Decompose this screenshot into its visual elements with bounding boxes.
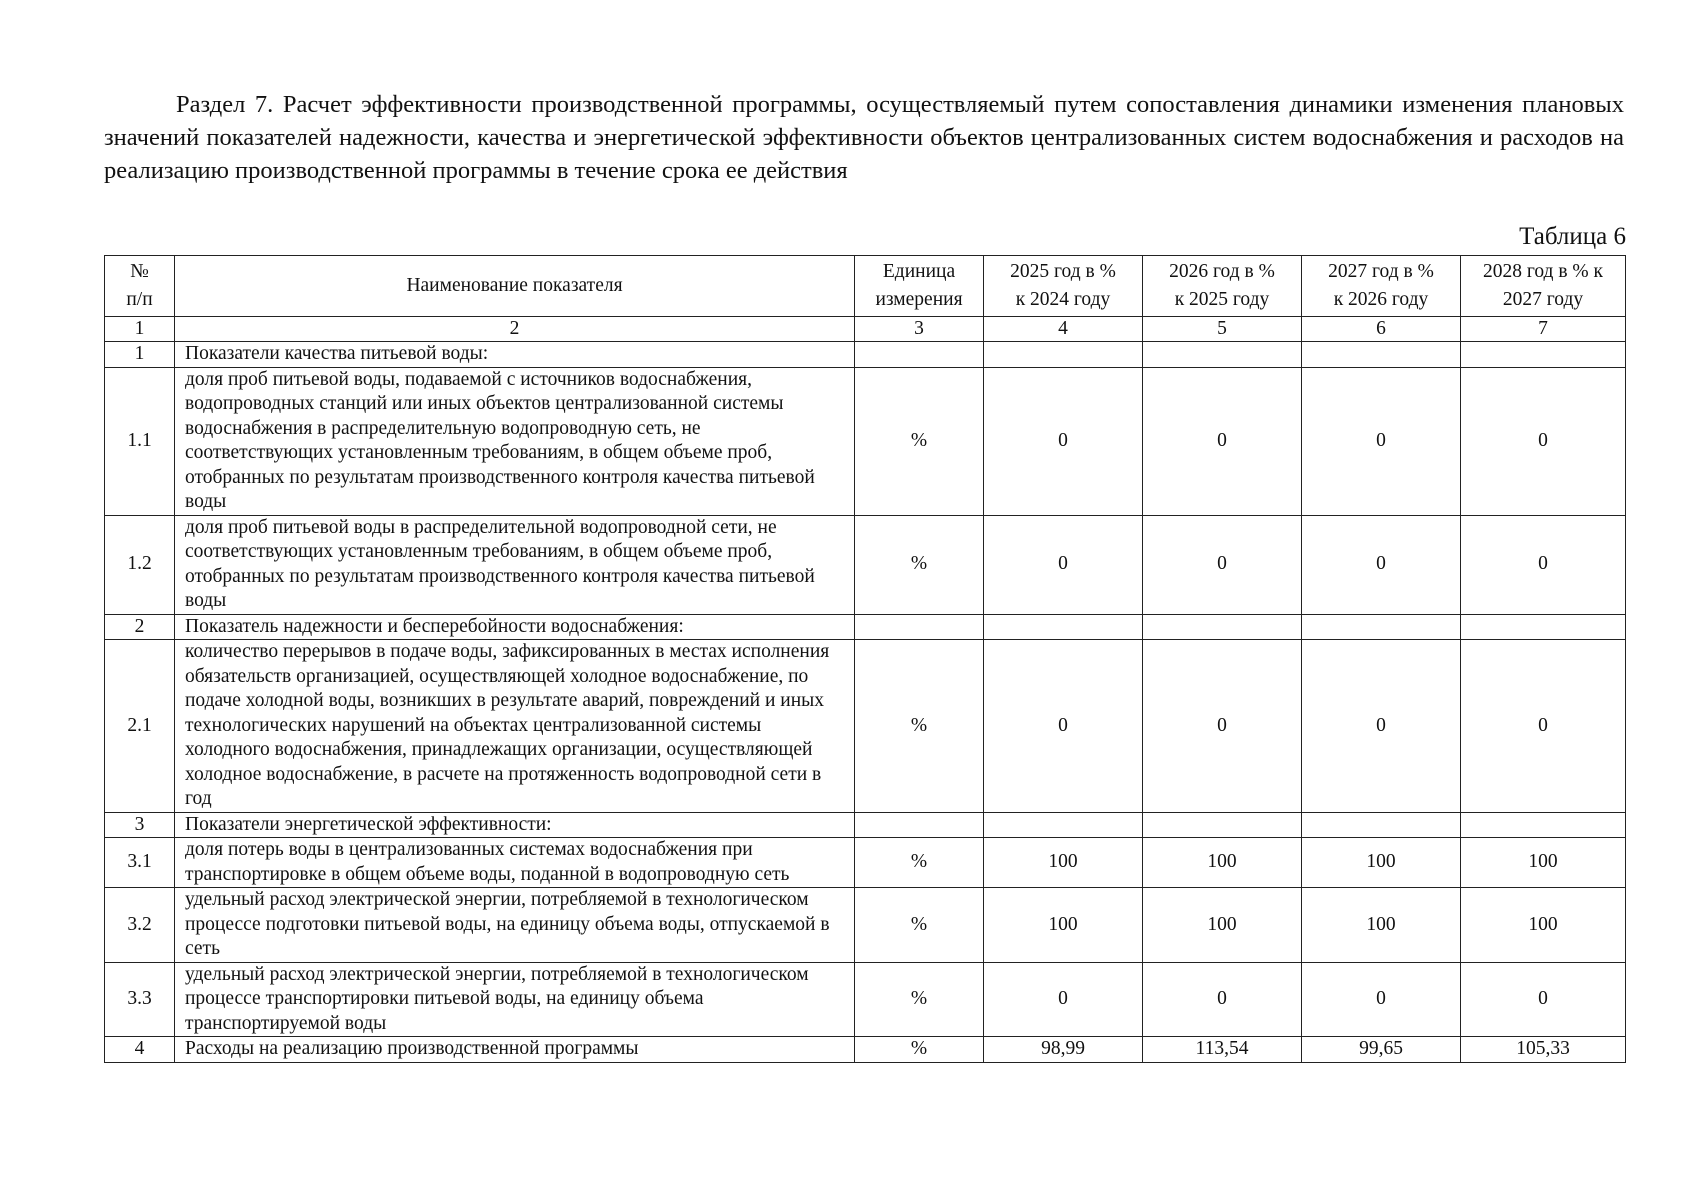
row-number-cell: 1 <box>105 342 175 368</box>
unit-cell: % <box>855 1037 984 1063</box>
indicator-name-cell: Расходы на реализацию производственной программы <box>175 1037 855 1063</box>
value-2025-cell: 100 <box>984 888 1143 963</box>
header-2028 <box>1461 256 1626 317</box>
value-2026-cell: 113,54 <box>1143 1037 1302 1063</box>
indicator-name-cell: Показатели качества питьевой воды: <box>175 342 855 368</box>
table-row <box>105 838 1626 888</box>
table-header-row <box>105 256 1626 317</box>
row-number-cell: 2.1 <box>105 640 175 813</box>
row-number-cell: 1.1 <box>105 367 175 515</box>
table-row <box>105 888 1626 963</box>
indicator-name-cell: количество перерывов в подаче воды, зафиксированных в местах исполнения обязательств организацией, осуществляющей холодное водоснабжение, по подаче холодной воды, возникших в результате аварий, повреждений и иных технологических нарушений на объектах централизованной системы холодного водоснабжения, принадлежащих организации, осуществляющей холодное водоснабжение, в расчете на протяженность водопроводной сети в год <box>175 640 855 813</box>
value-2028-cell <box>1461 812 1626 838</box>
value-2026-cell: 0 <box>1143 367 1302 515</box>
column-number-cell: 7 <box>1461 317 1626 342</box>
unit-cell: % <box>855 367 984 515</box>
row-number-cell: 4 <box>105 1037 175 1063</box>
value-2026-cell: 0 <box>1143 640 1302 813</box>
table-row <box>105 812 1626 838</box>
indicator-name-cell: доля потерь воды в централизованных системах водоснабжения при транспортировке в общем объеме воды, поданной в водопроводную сеть <box>175 838 855 888</box>
table-row <box>105 640 1626 813</box>
value-2026-cell: 0 <box>1143 962 1302 1037</box>
value-2028-cell: 0 <box>1461 962 1626 1037</box>
indicator-name-cell: Показатели энергетической эффективности: <box>175 812 855 838</box>
row-number-cell: 3.2 <box>105 888 175 963</box>
column-number-cell: 1 <box>105 317 175 342</box>
section-title: Раздел 7. Расчет эффективности производственной программы, осуществляемый путем сопоставления динамики изменения плановых значений показателей надежности, качества и энергетической эффективности объектов централизованных систем водоснабжения и расходов на реализацию производственной программы в течение срока ее действия <box>104 91 1624 184</box>
value-2028-cell: 0 <box>1461 367 1626 515</box>
value-2027-cell <box>1302 812 1461 838</box>
value-2028-cell <box>1461 614 1626 640</box>
header-2027 <box>1302 256 1461 317</box>
table-row <box>105 614 1626 640</box>
column-number-cell: 4 <box>984 317 1143 342</box>
value-2027-cell: 99,65 <box>1302 1037 1461 1063</box>
indicator-name-cell: удельный расход электрической энергии, потребляемой в технологическом процессе транспортировки питьевой воды, на единицу объема транспортируемой воды <box>175 962 855 1037</box>
value-2027-cell <box>1302 342 1461 368</box>
column-number-cell: 6 <box>1302 317 1461 342</box>
table-row <box>105 962 1626 1037</box>
header-2026 <box>1143 256 1302 317</box>
indicator-name-cell: удельный расход электрической энергии, потребляемой в технологическом процессе подготовки питьевой воды, на единицу объема воды, отпускаемой в сеть <box>175 888 855 963</box>
header-num <box>105 256 175 317</box>
row-number-cell: 2 <box>105 614 175 640</box>
value-2026-cell: 100 <box>1143 838 1302 888</box>
value-2028-cell: 0 <box>1461 640 1626 813</box>
row-number-cell: 1.2 <box>105 515 175 614</box>
table-label: Таблица 6 <box>1519 223 1626 250</box>
unit-cell <box>855 342 984 368</box>
unit-cell: % <box>855 640 984 813</box>
row-number-cell: 3 <box>105 812 175 838</box>
value-2026-cell: 0 <box>1143 515 1302 614</box>
header-unit-line2: измерения <box>875 289 963 310</box>
header-2028-line2: 2027 году <box>1502 289 1584 310</box>
value-2025-cell <box>984 812 1143 838</box>
value-2025-cell <box>984 614 1143 640</box>
value-2028-cell <box>1461 342 1626 368</box>
value-2025-cell: 0 <box>984 367 1143 515</box>
value-2025-cell: 100 <box>984 838 1143 888</box>
value-2027-cell <box>1302 614 1461 640</box>
unit-cell: % <box>855 515 984 614</box>
table-row <box>105 342 1626 368</box>
value-2027-cell: 0 <box>1302 515 1461 614</box>
unit-cell <box>855 614 984 640</box>
header-unit <box>855 256 984 317</box>
unit-cell: % <box>855 962 984 1037</box>
indicator-name-cell: Показатель надежности и бесперебойности водоснабжения: <box>175 614 855 640</box>
unit-cell: % <box>855 888 984 963</box>
row-number-cell: 3.3 <box>105 962 175 1037</box>
table-row <box>105 1037 1626 1063</box>
header-2028-line1: 2028 год в % к <box>1482 261 1604 282</box>
value-2028-cell: 105,33 <box>1461 1037 1626 1063</box>
column-number-cell: 3 <box>855 317 984 342</box>
header-indicator-name <box>175 256 855 317</box>
value-2028-cell: 0 <box>1461 515 1626 614</box>
value-2027-cell: 0 <box>1302 640 1461 813</box>
header-num-line2: п/п <box>126 289 153 310</box>
column-number-row <box>105 317 1626 342</box>
value-2027-cell: 0 <box>1302 962 1461 1037</box>
header-2026-line1: 2026 год в % <box>1169 261 1275 282</box>
row-number-cell: 3.1 <box>105 838 175 888</box>
indicator-name-cell: доля проб питьевой воды в распределительной водопроводной сети, не соответствующих установленным требованиям, в общем объеме проб, отобранных по результатам производственного контроля качества питьевой воды <box>175 515 855 614</box>
header-2025 <box>984 256 1143 317</box>
column-number-cell: 5 <box>1143 317 1302 342</box>
header-unit-line1: Единица <box>882 261 956 282</box>
value-2028-cell: 100 <box>1461 888 1626 963</box>
header-2027-line2: к 2026 году <box>1333 289 1429 310</box>
value-2026-cell <box>1143 812 1302 838</box>
value-2025-cell: 0 <box>984 640 1143 813</box>
header-indicator-name-line1: Наименование показателя <box>406 275 623 296</box>
value-2025-cell <box>984 342 1143 368</box>
value-2025-cell: 0 <box>984 515 1143 614</box>
header-2025-line1: 2025 год в % <box>1010 261 1116 282</box>
value-2026-cell <box>1143 342 1302 368</box>
indicator-name-cell: доля проб питьевой воды, подаваемой с источников водоснабжения, водопроводных станций или иных объектов централизованной системы водоснабжения в распределительную водопроводную сеть, не соответствующих установленным требованиям, в общем объеме проб, отобранных по результатам производственного контроля качества питьевой воды <box>175 367 855 515</box>
indicators-table <box>104 255 1626 1063</box>
table-row <box>105 367 1626 515</box>
unit-cell <box>855 812 984 838</box>
unit-cell: % <box>855 838 984 888</box>
value-2026-cell: 100 <box>1143 888 1302 963</box>
value-2027-cell: 100 <box>1302 838 1461 888</box>
header-2027-line1: 2027 год в % <box>1328 261 1434 282</box>
value-2027-cell: 0 <box>1302 367 1461 515</box>
value-2025-cell: 0 <box>984 962 1143 1037</box>
column-number-cell: 2 <box>175 317 855 342</box>
value-2025-cell: 98,99 <box>984 1037 1143 1063</box>
value-2028-cell: 100 <box>1461 838 1626 888</box>
header-2025-line2: к 2024 году <box>1015 289 1111 310</box>
table-row <box>105 515 1626 614</box>
value-2027-cell: 100 <box>1302 888 1461 963</box>
header-num-line1: № <box>130 261 149 282</box>
value-2026-cell <box>1143 614 1302 640</box>
header-2026-line2: к 2025 году <box>1174 289 1270 310</box>
